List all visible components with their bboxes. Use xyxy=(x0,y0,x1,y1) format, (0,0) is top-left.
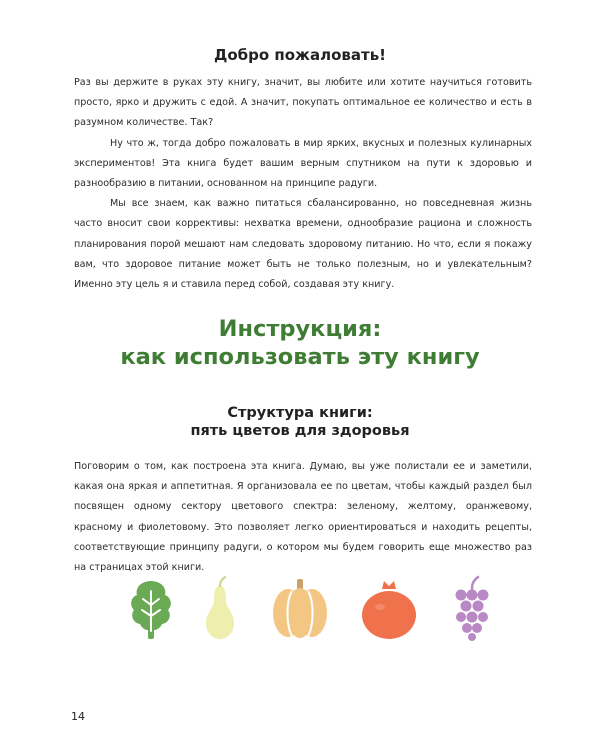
structure-text xyxy=(74,457,532,578)
pumpkin-icon xyxy=(270,575,330,641)
color-icons-row xyxy=(0,575,600,645)
instruction-heading-line-1: Инструкция: xyxy=(218,316,382,342)
structure-paragraph: Поговорим о том, как построена эта книга. Думаю, вы уже полистали ее и заметили, какая она яркая и аппетитная. Я организовала ее по цветам, чтобы каждый раздел был посвящен одному сектору цветового спектра: зеленому, желтому, оранжевому, красному и фиолетовому. Это позволяет легко ориентироваться и находить рецепты, соответствующие принципу радуги, о котором мы будем говорить еще множество раз на страницах этой книги. xyxy=(74,461,532,574)
page-number: 14 xyxy=(71,710,85,723)
instruction-heading xyxy=(0,315,600,371)
leafy-greens-icon xyxy=(128,575,174,641)
pomegranate-icon xyxy=(360,575,418,641)
structure-heading-line-2: пять цветов для здоровья xyxy=(190,423,410,439)
welcome-paragraph-1: Раз вы держите в руках эту книгу, значит, вы любите или хотите научиться готовить просто, ярко и дружить с едой. А значит, покупать оптимальное ее количество и есть в разумном количестве. Так? xyxy=(74,77,532,129)
structure-heading xyxy=(0,404,600,440)
instruction-heading-line-2: как использовать эту книгу xyxy=(120,344,480,370)
welcome-paragraph-2: Ну что ж, тогда добро пожаловать в мир ярких, вкусных и полезных кулинарных экспериментов! Эта книга будет вашим верным спутником на пути к здоровью и разнообразию в питании, основанном на принципе радуги. xyxy=(74,137,532,190)
pear-icon xyxy=(203,575,237,641)
welcome-text xyxy=(74,73,532,295)
grapes-icon xyxy=(452,575,492,641)
structure-heading-line-1: Структура книги: xyxy=(227,405,373,421)
welcome-paragraph-3: Мы все знаем, как важно питаться сбалансированно, но повседневная жизнь часто вносит свои коррективы: нехватка времени, однообразие рациона и сложность планирования порой мешают нам следовать здоровому питанию. Но что, если я покажу вам, что здоровое питание может быть не только полезным, но и увлекательным? Именно эту цель я и ставила перед собой, создавая эту книгу. xyxy=(74,198,532,291)
welcome-heading: Добро пожаловать! xyxy=(213,46,387,64)
